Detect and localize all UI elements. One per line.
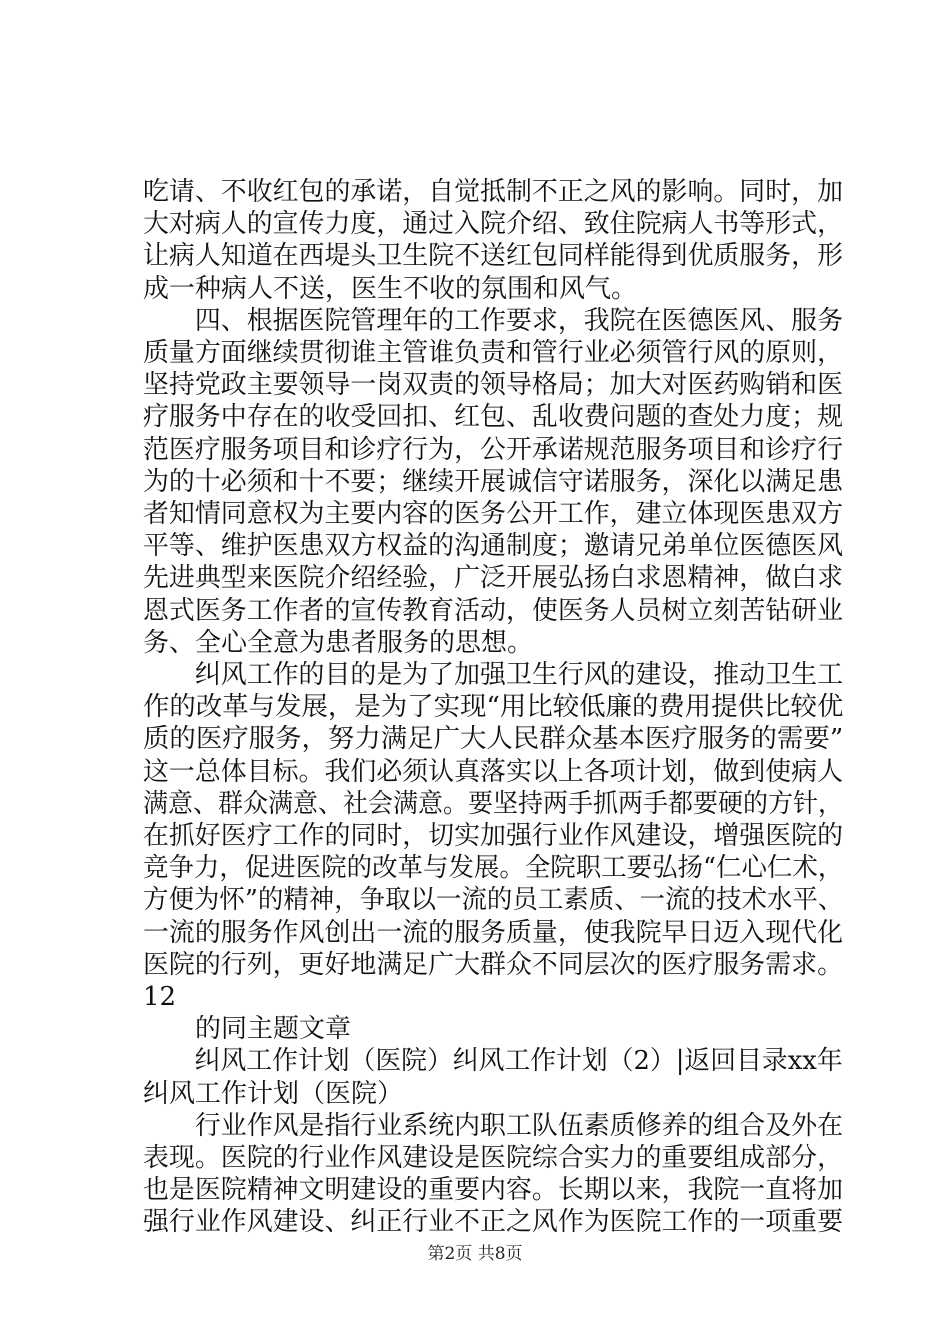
text-line: 方便为怀”的精神，争取以一流的员工素质、一流的技术水平、 (143, 885, 844, 916)
text-line: 表现。医院的行业作风建设是医院综合实力的重要组成部分， (143, 1143, 844, 1173)
text-line: 四、根据医院管理年的工作要求，我院在医德医风、服务 (143, 305, 844, 336)
text-line: 纠风工作计划（医院） (143, 1078, 404, 1109)
text-line: 坚持党政主要领导一岗双责的领导格局；加大对医药购销和医 (143, 370, 844, 401)
text-line: 强行业作风建设、纠正行业不正之风作为医院工作的一项重要 (143, 1207, 844, 1238)
text-line: 让病人知道在西堤头卫生院不送红包同样能得到优质服务，形 (143, 241, 844, 272)
text-line: 先进典型来医院介绍经验，广泛开展弘扬白求恩精神，做白求 (143, 563, 844, 594)
text-line: 平等、维护医患双方权益的沟通制度；邀请兄弟单位医德医风 (143, 531, 844, 562)
text-line: 的同主题文章 (143, 1014, 352, 1045)
text-line: 范医疗服务项目和诊疗行为，公开承诺规范服务项目和诊疗行 (143, 434, 844, 465)
text-line: 疗服务中存在的收受回扣、红包、乱收费问题的查处力度；规 (143, 402, 844, 433)
page-footer: 第2页 共8页 (427, 1244, 523, 1264)
text-line: 这一总体目标。我们必须认真落实以上各项计划，做到使病人 (143, 756, 844, 787)
text-line: 务、全心全意为患者服务的思想。 (143, 627, 534, 658)
text-line: 吃请、不收红包的承诺，自觉抵制不正之风的影响。同时，加 (143, 177, 844, 207)
text-line: 行业作风是指行业系统内职工队伍素质修养的组合及外在 (143, 1110, 844, 1141)
text-line: 作的改革与发展，是为了实现“用比较低廉的费用提供比较优 (143, 692, 844, 723)
text-line: 为的十必须和十不要；继续开展诚信守诺服务，深化以满足患 (143, 466, 844, 497)
text-line: 也是医院精神文明建设的重要内容。长期以来，我院一直将加 (143, 1175, 844, 1206)
text-line: 质的医疗服务，努力满足广大人民群众基本医疗服务的需要” (143, 724, 844, 755)
text-line: 竞争力，促进医院的改革与发展。全院职工要弘扬“仁心仁术， (143, 853, 844, 884)
text-line: 成一种病人不送，医生不收的氛围和风气。 (143, 273, 638, 304)
text-line: 质量方面继续贯彻谁主管谁负责和管行业必须管行风的原则， (143, 338, 844, 368)
text-line: 一流的服务作风创出一流的服务质量，使我院早日迈入现代化 (143, 917, 844, 948)
text-line: 纠风工作计划（医院）纠风工作计划（2）|返回目录xx年 (143, 1046, 843, 1077)
text-line: 恩式医务工作者的宣传教育活动，使医务人员树立刻苦钻研业 (143, 595, 844, 626)
text-line: 12 (143, 982, 177, 1012)
text-line: 者知情同意权为主要内容的医务公开工作，建立体现医患双方 (143, 499, 844, 529)
text-line: 大对病人的宣传力度，通过入院介绍、致住院病人书等形式， (143, 209, 844, 240)
text-line: 在抓好医疗工作的同时，切实加强行业作风建设，增强医院的 (143, 821, 844, 851)
text-line: 纠风工作的目的是为了加强卫生行风的建设，推动卫生工 (143, 660, 844, 690)
text-line: 医院的行列，更好地满足广大群众不同层次的医疗服务需求。 (143, 949, 844, 980)
text-line: 满意、群众满意、社会满意。要坚持两手抓两手都要硬的方针， (143, 788, 844, 819)
